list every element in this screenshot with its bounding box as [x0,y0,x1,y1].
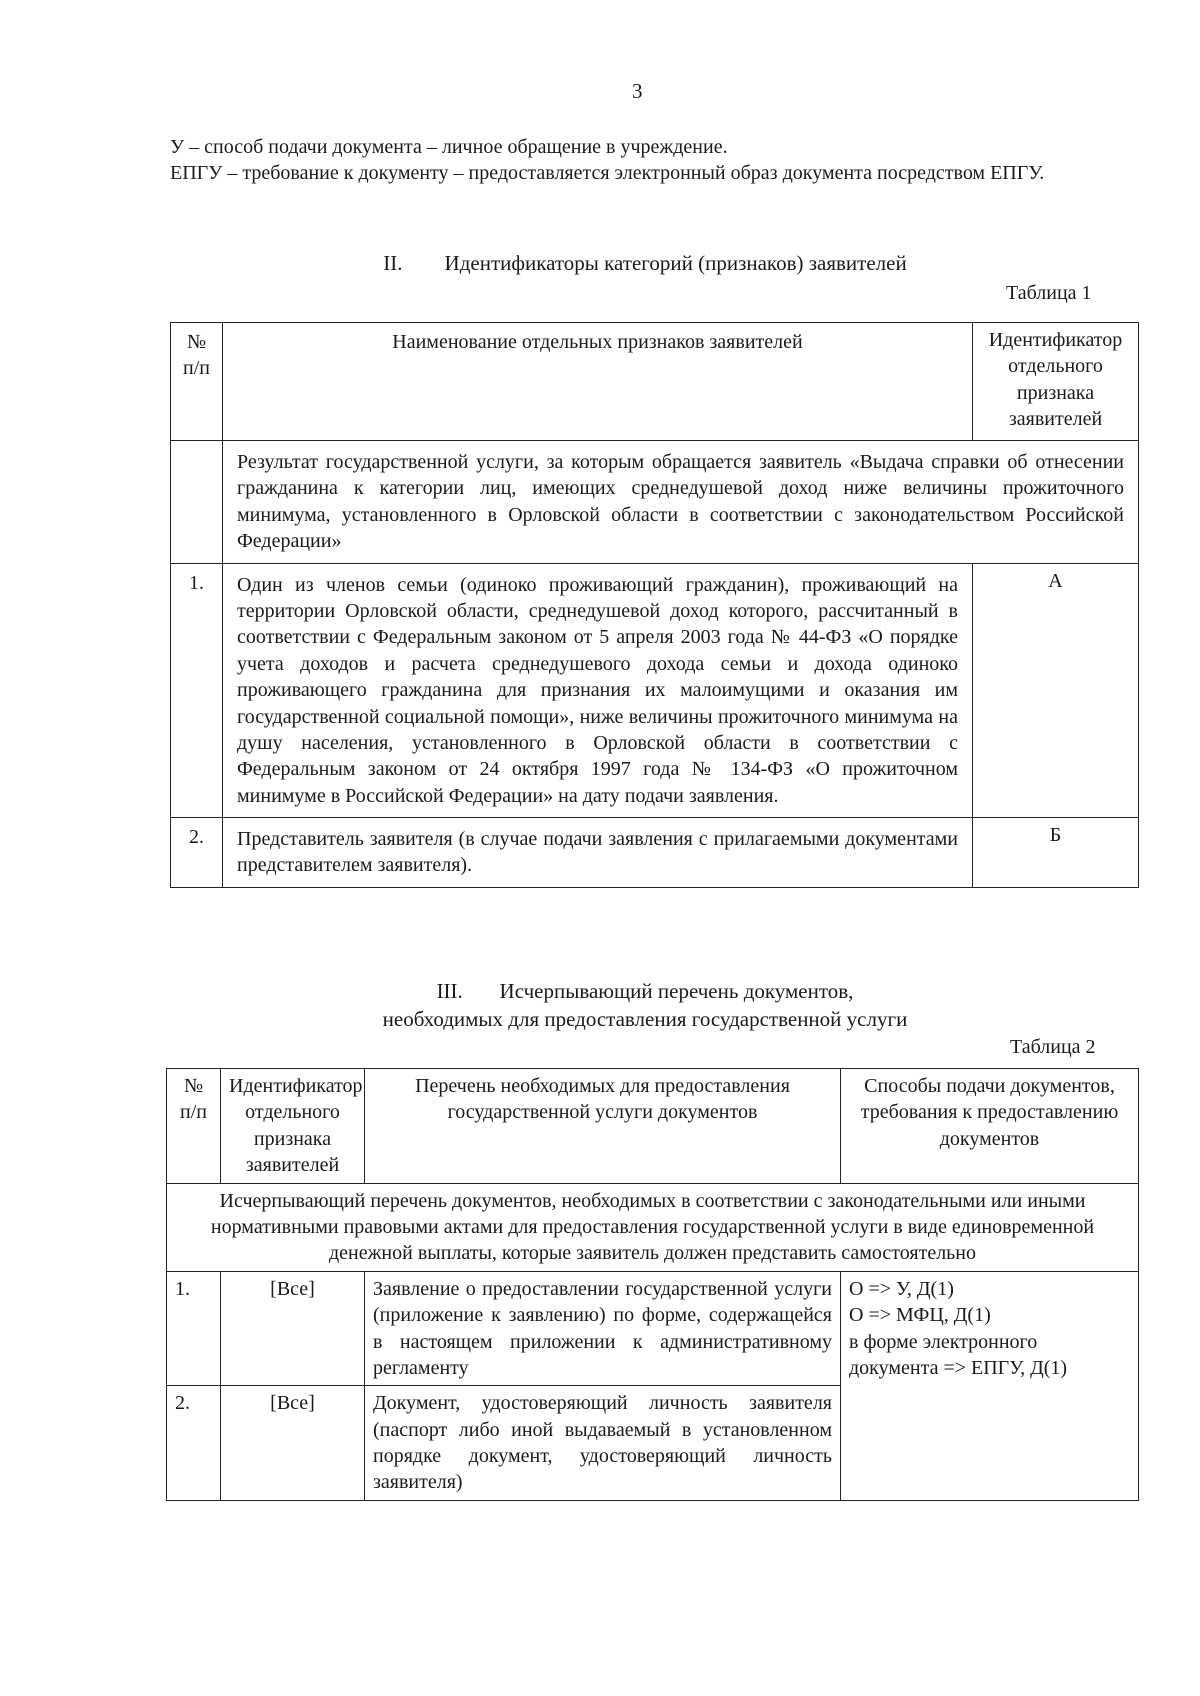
table-2-header-row [167,1069,1139,1184]
t2-row-1-ident: [Все] [221,1271,365,1386]
section-3-title [170,978,1120,1033]
t1-header-ident: Идентификатор отдельного признака заявителей [973,323,1139,441]
intro-line-1: У – способ подачи документа – личное обращение в учреждение. [170,136,728,158]
t1-row-2-ident: Б [973,818,1139,888]
table-2-caption: Таблица 2 [1010,1036,1096,1058]
t1-row-2-text: Представитель заявителя (в случае подачи заявления с прилагаемыми документами представителем заявителя). [223,818,973,888]
page-number: 3 [632,79,643,103]
t2-method-line-2: О => МФЦ, Д(1) [849,1304,991,1327]
table-1-caption: Таблица 1 [1006,282,1092,304]
section-2-title: II. Идентификаторы категорий (признаков) заявителей [383,251,907,275]
t2-method-line-1: О => У, Д(1) [849,1277,954,1300]
table-row [171,818,1139,888]
t1-row-1-num: 1. [171,563,223,818]
table-1-header-row [171,323,1139,441]
table-1-result-row [171,441,1139,564]
t1-result-empty [171,441,223,564]
table-1 [170,322,1139,888]
t2-row-2-num: 2. [167,1386,221,1501]
intro-text [170,134,1120,187]
table-row [171,563,1139,818]
table-row [167,1271,1139,1386]
t2-row-2-ident: [Все] [221,1386,365,1501]
t2-header-num: № п/п [167,1069,221,1184]
intro-line-2: ЕПГУ – требование к документу – предоставляется электронный образ документа посредством ЕПГУ. [170,162,1045,185]
t2-row-1-doc: Заявление о предоставлении государственной услуги (приложение к заявлению) по форме, содержащейся в настоящем приложении к административному регламенту [365,1271,841,1386]
t2-header-methods: Способы подачи документов, требования к предоставлению документов [841,1069,1139,1184]
t1-row-2-num: 2. [171,818,223,888]
t2-header-ident: Идентификатор отдельного признака заявителей [221,1069,365,1184]
t2-methods-cell [841,1271,1139,1500]
table-2-span-row [167,1183,1139,1271]
t2-row-1-num: 1. [167,1271,221,1386]
t2-span-text: Исчерпывающий перечень документов, необходимых в соответствии с законодательными или иными нормативными правовыми актами для предоставления государственной услуги в виде единовременной денежной выплаты, которые заявитель должен представить самостоятельно [167,1183,1139,1271]
t1-header-num: № п/п [171,323,223,441]
t1-result-text: Результат государственной услуги, за которым обращается заявитель «Выдача справки об отнесении гражданина к категории лиц, имеющих среднедушевой доход ниже величины прожиточного минимума, установленного в Орловской области в соответствии с законодательством Российской Федерации» [223,441,1139,564]
section-3-title-line-1: III. Исчерпывающий перечень документов, [436,979,854,1003]
t2-header-docs: Перечень необходимых для предоставления государственной услуги документов [365,1069,841,1184]
table-2 [166,1068,1139,1501]
t2-method-line-3: в форме электронного документа => ЕПГУ, Д(1) [849,1330,1068,1379]
t2-row-2-doc: Документ, удостоверяющий личность заявителя (паспорт либо иной выдаваемый в установленном порядке документ, удостоверяющий личность заявителя) [365,1386,841,1501]
section-3-title-line-2: необходимых для предоставления государственной услуги [382,1006,908,1031]
t1-row-1-ident: А [973,563,1139,818]
t1-header-name: Наименование отдельных признаков заявителей [223,323,973,441]
t1-row-1-text: Один из членов семьи (одиноко проживающий гражданин), проживающий на территории Орловской области, среднедушевой доход которого, рассчитанный в соответствии с Федеральным законом от 5 апреля 2003 года № 44-ФЗ «О порядке учета доходов и расчета среднедушевого дохода семьи и дохода одиноко проживающего гражданина для признания их малоимущими и оказания им государственной социальной помощи», ниже величины прожиточного минимума на душу населения, установленного в Орловской области в соответствии с Федеральным законом от 24 октября 1997 года № 134-ФЗ «О прожиточном минимуме в Российской Федерации» на дату подачи заявления. [223,563,973,818]
